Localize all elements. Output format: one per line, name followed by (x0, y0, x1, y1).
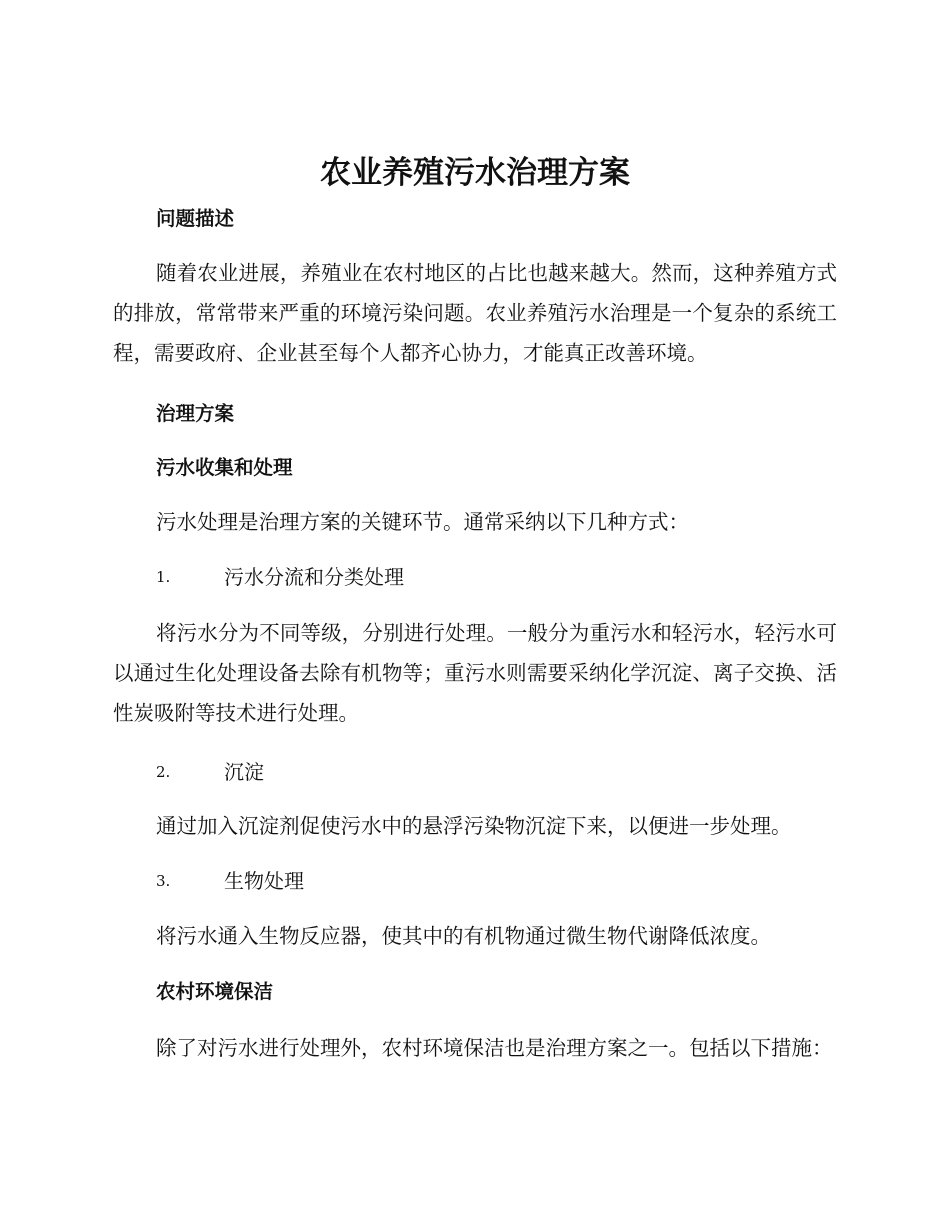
list-number: 1. (156, 568, 171, 586)
paragraph-rural: 除了对污水进行处理外，农村环境保洁也是治理方案之一。包括以下措施： (156, 1036, 833, 1060)
list-label: 污水分流和分类处理 (224, 565, 404, 589)
heading-rural: 农村环境保洁 (156, 980, 274, 1003)
paragraph-item-1: 将污水分为不同等级，分别进行处理。一般分为重污水和轻污水，轻污水可以通过生化处理设备去除有机物等；重污水则需要采纳化学沉淀、离子交换、活性炭吸附等技术进行处理。 (113, 621, 837, 725)
heading-problem: 问题描述 (156, 207, 235, 230)
list-number: 2. (156, 763, 171, 781)
list-label: 生物处理 (224, 869, 304, 893)
list-number: 3. (156, 872, 171, 890)
heading-solution: 治理方案 (156, 402, 235, 425)
paragraph-item-3: 将污水通入生物反应器，使其中的有机物通过微生物代谢降低浓度。 (156, 924, 771, 948)
list-label: 沉淀 (224, 760, 264, 784)
paragraph-problem: 随着农业进展，养殖业在农村地区的占比也越来越大。然而，这种养殖方式的排放，常常带来严重的环境污染问题。农业养殖污水治理是一个复杂的系统工程，需要政府、企业甚至每个人都齐心协力，才能真正改善环境。 (113, 261, 837, 365)
paragraph-item-2: 通过加入沉淀剂促使污水中的悬浮污染物沉淀下来，以便进一步处理。 (156, 814, 792, 838)
heading-collection: 污水收集和处理 (156, 456, 293, 479)
document-title: 农业养殖污水治理方案 (320, 155, 630, 191)
paragraph-collection-intro: 污水处理是治理方案的关键环节。通常采纳以下几种方式： (156, 510, 689, 534)
